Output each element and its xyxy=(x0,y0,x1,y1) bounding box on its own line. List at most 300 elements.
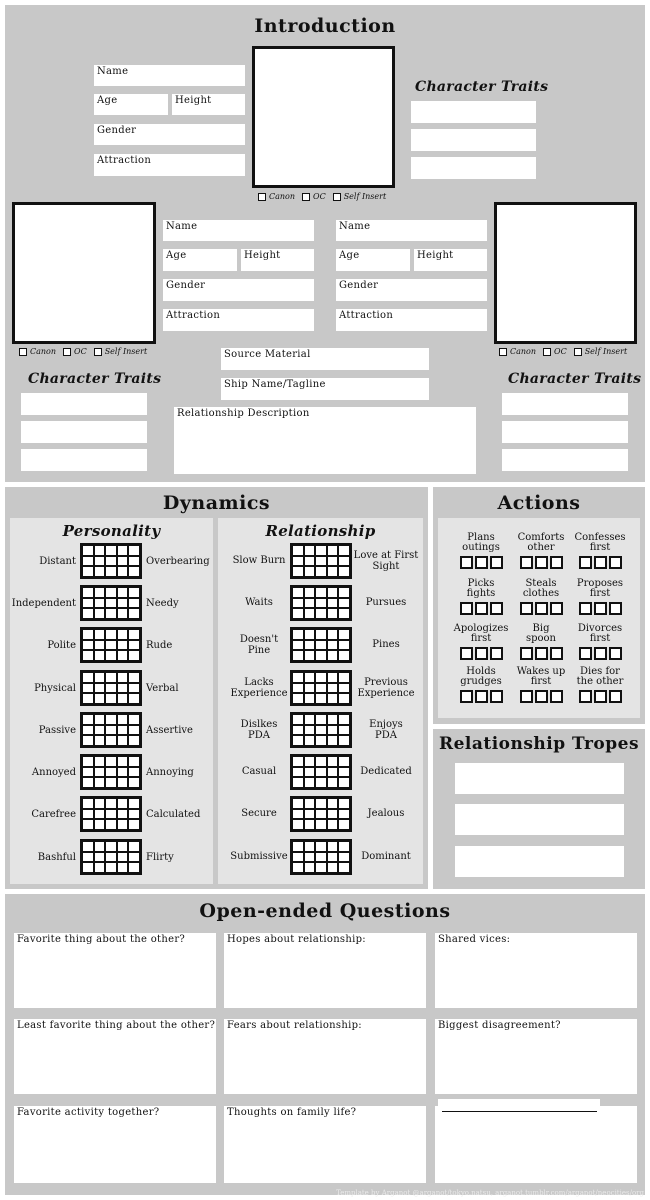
action-checkbox[interactable] xyxy=(609,690,622,703)
grid-cell[interactable] xyxy=(128,683,140,694)
action-checkbox[interactable] xyxy=(579,690,592,703)
grid-cell[interactable] xyxy=(304,756,316,767)
grid-cell[interactable] xyxy=(128,735,140,746)
action-checkbox[interactable] xyxy=(579,556,592,569)
canon-checkbox[interactable] xyxy=(258,193,266,201)
grid-cell[interactable] xyxy=(338,714,350,725)
grid-cell[interactable] xyxy=(304,809,316,820)
action-checkbox[interactable] xyxy=(520,602,533,615)
self-insert-checkbox[interactable] xyxy=(333,193,341,201)
center-name-field[interactable] xyxy=(94,65,245,86)
grid-cell[interactable] xyxy=(304,725,316,736)
grid-cell[interactable] xyxy=(338,629,350,640)
grid-cell[interactable] xyxy=(105,798,117,809)
grid-cell[interactable] xyxy=(105,608,117,619)
grid-cell[interactable] xyxy=(327,629,339,640)
grid-cell[interactable] xyxy=(105,566,117,577)
grid-cell[interactable] xyxy=(82,862,94,873)
right-trait-field-2[interactable] xyxy=(502,421,628,443)
grid-cell[interactable] xyxy=(292,693,304,704)
grid-cell[interactable] xyxy=(105,767,117,778)
action-checkbox[interactable] xyxy=(475,602,488,615)
grid-cell[interactable] xyxy=(82,841,94,852)
grid-cell[interactable] xyxy=(315,714,327,725)
grid-cell[interactable] xyxy=(304,693,316,704)
grid-cell[interactable] xyxy=(128,852,140,863)
grid-cell[interactable] xyxy=(292,819,304,830)
grid-cell[interactable] xyxy=(327,566,339,577)
right-trait-field-3[interactable] xyxy=(502,449,628,471)
grid-cell[interactable] xyxy=(82,693,94,704)
grid-cell[interactable] xyxy=(304,841,316,852)
grid-cell[interactable] xyxy=(117,714,129,725)
grid-cell[interactable] xyxy=(128,725,140,736)
oc-checkbox[interactable] xyxy=(543,348,551,356)
grid-cell[interactable] xyxy=(128,841,140,852)
grid-cell[interactable] xyxy=(338,767,350,778)
grid-cell[interactable] xyxy=(117,725,129,736)
right-name-field[interactable] xyxy=(336,220,487,241)
grid-cell[interactable] xyxy=(327,756,339,767)
grid-cell[interactable] xyxy=(117,640,129,651)
action-checkbox[interactable] xyxy=(609,602,622,615)
grid-cell[interactable] xyxy=(128,545,140,556)
grid-cell[interactable] xyxy=(117,862,129,873)
grid-cell[interactable] xyxy=(105,545,117,556)
grid-cell[interactable] xyxy=(304,608,316,619)
grid-cell[interactable] xyxy=(82,650,94,661)
grid-cell[interactable] xyxy=(304,714,316,725)
grid-cell[interactable] xyxy=(94,650,106,661)
grid-cell[interactable] xyxy=(292,587,304,598)
grid-cell[interactable] xyxy=(82,725,94,736)
action-checkbox[interactable] xyxy=(594,647,607,660)
left-age-field[interactable] xyxy=(163,249,237,271)
action-checkbox[interactable] xyxy=(579,647,592,660)
grid-cell[interactable] xyxy=(327,683,339,694)
question-field[interactable] xyxy=(224,933,426,1008)
grid-cell[interactable] xyxy=(292,714,304,725)
grid-cell[interactable] xyxy=(315,556,327,567)
grid-cell[interactable] xyxy=(117,777,129,788)
grid-cell[interactable] xyxy=(327,852,339,863)
grid-cell[interactable] xyxy=(94,735,106,746)
grid-cell[interactable] xyxy=(338,587,350,598)
grid-cell[interactable] xyxy=(327,809,339,820)
grid-cell[interactable] xyxy=(105,852,117,863)
grid-cell[interactable] xyxy=(338,819,350,830)
grid-cell[interactable] xyxy=(105,587,117,598)
grid-cell[interactable] xyxy=(315,735,327,746)
grid-cell[interactable] xyxy=(304,556,316,567)
grid-cell[interactable] xyxy=(94,819,106,830)
question-field[interactable] xyxy=(14,933,216,1008)
grid-cell[interactable] xyxy=(327,587,339,598)
grid-cell[interactable] xyxy=(327,862,339,873)
grid-cell[interactable] xyxy=(292,841,304,852)
grid-cell[interactable] xyxy=(105,650,117,661)
grid-cell[interactable] xyxy=(304,545,316,556)
grid-cell[interactable] xyxy=(304,819,316,830)
trope-field-1[interactable] xyxy=(455,763,624,794)
grid-cell[interactable] xyxy=(105,714,117,725)
grid-cell[interactable] xyxy=(304,566,316,577)
grid-cell[interactable] xyxy=(315,545,327,556)
grid-cell[interactable] xyxy=(292,629,304,640)
grid-cell[interactable] xyxy=(327,598,339,609)
grid-cell[interactable] xyxy=(292,640,304,651)
left-photo-box[interactable] xyxy=(12,202,156,344)
grid-cell[interactable] xyxy=(304,767,316,778)
question-field[interactable] xyxy=(435,933,637,1008)
question-field[interactable] xyxy=(224,1106,426,1183)
right-gender-field[interactable] xyxy=(336,279,487,301)
left-height-field[interactable] xyxy=(241,249,314,271)
action-checkbox[interactable] xyxy=(550,647,563,660)
grid-cell[interactable] xyxy=(338,841,350,852)
action-checkbox[interactable] xyxy=(550,556,563,569)
action-checkbox[interactable] xyxy=(535,690,548,703)
grid-cell[interactable] xyxy=(105,756,117,767)
grid-cell[interactable] xyxy=(327,608,339,619)
grid-cell[interactable] xyxy=(128,798,140,809)
grid-cell[interactable] xyxy=(338,798,350,809)
canon-checkbox[interactable] xyxy=(19,348,27,356)
relationship-scale-grid[interactable] xyxy=(290,585,352,621)
personality-scale-grid[interactable] xyxy=(80,796,142,832)
grid-cell[interactable] xyxy=(327,725,339,736)
action-checkbox[interactable] xyxy=(460,690,473,703)
personality-scale-grid[interactable] xyxy=(80,585,142,621)
grid-cell[interactable] xyxy=(327,672,339,683)
grid-cell[interactable] xyxy=(82,545,94,556)
grid-cell[interactable] xyxy=(128,756,140,767)
grid-cell[interactable] xyxy=(94,852,106,863)
grid-cell[interactable] xyxy=(292,545,304,556)
grid-cell[interactable] xyxy=(105,725,117,736)
center-gender-field[interactable] xyxy=(94,124,245,145)
grid-cell[interactable] xyxy=(94,556,106,567)
grid-cell[interactable] xyxy=(105,629,117,640)
grid-cell[interactable] xyxy=(304,587,316,598)
center-photo-box[interactable] xyxy=(252,46,395,188)
action-checkbox[interactable] xyxy=(550,602,563,615)
action-checkbox[interactable] xyxy=(490,647,503,660)
personality-scale-grid[interactable] xyxy=(80,543,142,579)
grid-cell[interactable] xyxy=(128,556,140,567)
grid-cell[interactable] xyxy=(105,841,117,852)
grid-cell[interactable] xyxy=(338,598,350,609)
grid-cell[interactable] xyxy=(304,598,316,609)
grid-cell[interactable] xyxy=(315,841,327,852)
action-checkbox[interactable] xyxy=(535,647,548,660)
action-checkbox[interactable] xyxy=(609,556,622,569)
right-photo-box[interactable] xyxy=(494,202,637,344)
grid-cell[interactable] xyxy=(82,798,94,809)
grid-cell[interactable] xyxy=(304,683,316,694)
grid-cell[interactable] xyxy=(327,777,339,788)
grid-cell[interactable] xyxy=(82,735,94,746)
center-attraction-field[interactable] xyxy=(94,154,245,176)
grid-cell[interactable] xyxy=(315,693,327,704)
grid-cell[interactable] xyxy=(315,598,327,609)
grid-cell[interactable] xyxy=(82,767,94,778)
grid-cell[interactable] xyxy=(315,683,327,694)
grid-cell[interactable] xyxy=(82,566,94,577)
grid-cell[interactable] xyxy=(82,819,94,830)
grid-cell[interactable] xyxy=(117,598,129,609)
action-checkbox[interactable] xyxy=(490,690,503,703)
action-checkbox[interactable] xyxy=(609,647,622,660)
grid-cell[interactable] xyxy=(315,629,327,640)
grid-cell[interactable] xyxy=(327,556,339,567)
question-field[interactable] xyxy=(224,1019,426,1094)
center-trait-field-3[interactable] xyxy=(411,157,536,179)
grid-cell[interactable] xyxy=(94,566,106,577)
grid-cell[interactable] xyxy=(117,672,129,683)
grid-cell[interactable] xyxy=(94,841,106,852)
action-checkbox[interactable] xyxy=(475,556,488,569)
grid-cell[interactable] xyxy=(128,672,140,683)
grid-cell[interactable] xyxy=(327,767,339,778)
grid-cell[interactable] xyxy=(105,819,117,830)
grid-cell[interactable] xyxy=(292,862,304,873)
grid-cell[interactable] xyxy=(304,672,316,683)
grid-cell[interactable] xyxy=(304,650,316,661)
source-material-field[interactable] xyxy=(221,348,429,370)
grid-cell[interactable] xyxy=(304,629,316,640)
grid-cell[interactable] xyxy=(327,841,339,852)
grid-cell[interactable] xyxy=(315,650,327,661)
grid-cell[interactable] xyxy=(105,735,117,746)
grid-cell[interactable] xyxy=(117,608,129,619)
grid-cell[interactable] xyxy=(338,672,350,683)
question-field[interactable] xyxy=(14,1106,216,1183)
left-name-field[interactable] xyxy=(163,220,314,241)
grid-cell[interactable] xyxy=(327,714,339,725)
grid-cell[interactable] xyxy=(82,629,94,640)
grid-cell[interactable] xyxy=(105,809,117,820)
grid-cell[interactable] xyxy=(315,640,327,651)
grid-cell[interactable] xyxy=(338,735,350,746)
left-attraction-field[interactable] xyxy=(163,309,314,331)
action-checkbox[interactable] xyxy=(520,556,533,569)
center-height-field[interactable] xyxy=(172,94,245,115)
personality-scale-grid[interactable] xyxy=(80,670,142,706)
grid-cell[interactable] xyxy=(315,819,327,830)
grid-cell[interactable] xyxy=(128,650,140,661)
grid-cell[interactable] xyxy=(105,777,117,788)
grid-cell[interactable] xyxy=(82,608,94,619)
grid-cell[interactable] xyxy=(82,683,94,694)
action-checkbox[interactable] xyxy=(535,602,548,615)
grid-cell[interactable] xyxy=(82,556,94,567)
grid-cell[interactable] xyxy=(128,862,140,873)
grid-cell[interactable] xyxy=(128,819,140,830)
grid-cell[interactable] xyxy=(315,725,327,736)
grid-cell[interactable] xyxy=(117,756,129,767)
grid-cell[interactable] xyxy=(327,640,339,651)
grid-cell[interactable] xyxy=(94,640,106,651)
grid-cell[interactable] xyxy=(292,650,304,661)
grid-cell[interactable] xyxy=(82,777,94,788)
grid-cell[interactable] xyxy=(117,819,129,830)
center-age-field[interactable] xyxy=(94,94,168,115)
action-checkbox[interactable] xyxy=(460,647,473,660)
grid-cell[interactable] xyxy=(128,777,140,788)
grid-cell[interactable] xyxy=(315,862,327,873)
question-field[interactable] xyxy=(435,1019,637,1094)
grid-cell[interactable] xyxy=(82,756,94,767)
left-trait-field-2[interactable] xyxy=(21,421,147,443)
relationship-scale-grid[interactable] xyxy=(290,670,352,706)
grid-cell[interactable] xyxy=(327,819,339,830)
grid-cell[interactable] xyxy=(94,693,106,704)
ship-name-field[interactable] xyxy=(221,378,429,400)
personality-scale-grid[interactable] xyxy=(80,627,142,663)
grid-cell[interactable] xyxy=(338,566,350,577)
right-age-field[interactable] xyxy=(336,249,410,271)
grid-cell[interactable] xyxy=(94,683,106,694)
grid-cell[interactable] xyxy=(82,714,94,725)
grid-cell[interactable] xyxy=(304,735,316,746)
grid-cell[interactable] xyxy=(338,693,350,704)
grid-cell[interactable] xyxy=(304,777,316,788)
grid-cell[interactable] xyxy=(94,809,106,820)
grid-cell[interactable] xyxy=(315,566,327,577)
grid-cell[interactable] xyxy=(117,798,129,809)
action-checkbox[interactable] xyxy=(579,602,592,615)
grid-cell[interactable] xyxy=(128,608,140,619)
oc-checkbox[interactable] xyxy=(302,193,310,201)
grid-cell[interactable] xyxy=(304,862,316,873)
grid-cell[interactable] xyxy=(327,650,339,661)
grid-cell[interactable] xyxy=(128,714,140,725)
grid-cell[interactable] xyxy=(117,767,129,778)
grid-cell[interactable] xyxy=(292,798,304,809)
grid-cell[interactable] xyxy=(315,852,327,863)
grid-cell[interactable] xyxy=(105,683,117,694)
grid-cell[interactable] xyxy=(117,693,129,704)
grid-cell[interactable] xyxy=(315,756,327,767)
right-trait-field-1[interactable] xyxy=(502,393,628,415)
self-insert-checkbox[interactable] xyxy=(574,348,582,356)
grid-cell[interactable] xyxy=(292,556,304,567)
grid-cell[interactable] xyxy=(82,852,94,863)
grid-cell[interactable] xyxy=(292,777,304,788)
action-checkbox[interactable] xyxy=(475,690,488,703)
grid-cell[interactable] xyxy=(82,809,94,820)
grid-cell[interactable] xyxy=(94,545,106,556)
action-checkbox[interactable] xyxy=(550,690,563,703)
grid-cell[interactable] xyxy=(338,756,350,767)
self-insert-checkbox[interactable] xyxy=(94,348,102,356)
center-trait-field-1[interactable] xyxy=(411,101,536,123)
left-gender-field[interactable] xyxy=(163,279,314,301)
grid-cell[interactable] xyxy=(105,556,117,567)
grid-cell[interactable] xyxy=(117,852,129,863)
grid-cell[interactable] xyxy=(117,650,129,661)
grid-cell[interactable] xyxy=(315,777,327,788)
grid-cell[interactable] xyxy=(338,545,350,556)
grid-cell[interactable] xyxy=(292,852,304,863)
grid-cell[interactable] xyxy=(292,756,304,767)
grid-cell[interactable] xyxy=(315,587,327,598)
grid-cell[interactable] xyxy=(117,683,129,694)
action-checkbox[interactable] xyxy=(490,556,503,569)
grid-cell[interactable] xyxy=(94,777,106,788)
relationship-scale-grid[interactable] xyxy=(290,839,352,875)
grid-cell[interactable] xyxy=(304,852,316,863)
grid-cell[interactable] xyxy=(338,777,350,788)
grid-cell[interactable] xyxy=(94,672,106,683)
personality-scale-grid[interactable] xyxy=(80,839,142,875)
action-checkbox[interactable] xyxy=(460,602,473,615)
grid-cell[interactable] xyxy=(94,767,106,778)
grid-cell[interactable] xyxy=(117,809,129,820)
grid-cell[interactable] xyxy=(338,608,350,619)
relationship-scale-grid[interactable] xyxy=(290,796,352,832)
grid-cell[interactable] xyxy=(128,629,140,640)
grid-cell[interactable] xyxy=(315,672,327,683)
oc-checkbox[interactable] xyxy=(63,348,71,356)
grid-cell[interactable] xyxy=(117,556,129,567)
grid-cell[interactable] xyxy=(338,809,350,820)
grid-cell[interactable] xyxy=(128,693,140,704)
grid-cell[interactable] xyxy=(327,693,339,704)
grid-cell[interactable] xyxy=(94,608,106,619)
grid-cell[interactable] xyxy=(94,587,106,598)
grid-cell[interactable] xyxy=(338,556,350,567)
grid-cell[interactable] xyxy=(94,756,106,767)
grid-cell[interactable] xyxy=(128,640,140,651)
trope-field-3[interactable] xyxy=(455,846,624,877)
grid-cell[interactable] xyxy=(292,725,304,736)
grid-cell[interactable] xyxy=(82,640,94,651)
canon-checkbox[interactable] xyxy=(499,348,507,356)
grid-cell[interactable] xyxy=(94,862,106,873)
grid-cell[interactable] xyxy=(338,852,350,863)
grid-cell[interactable] xyxy=(105,598,117,609)
question-field[interactable] xyxy=(435,1106,637,1183)
grid-cell[interactable] xyxy=(327,735,339,746)
grid-cell[interactable] xyxy=(105,693,117,704)
personality-scale-grid[interactable] xyxy=(80,754,142,790)
grid-cell[interactable] xyxy=(304,640,316,651)
grid-cell[interactable] xyxy=(105,640,117,651)
grid-cell[interactable] xyxy=(338,725,350,736)
action-checkbox[interactable] xyxy=(594,690,607,703)
grid-cell[interactable] xyxy=(128,587,140,598)
grid-cell[interactable] xyxy=(105,862,117,873)
grid-cell[interactable] xyxy=(128,809,140,820)
grid-cell[interactable] xyxy=(94,714,106,725)
grid-cell[interactable] xyxy=(292,608,304,619)
left-trait-field-1[interactable] xyxy=(21,393,147,415)
grid-cell[interactable] xyxy=(315,798,327,809)
grid-cell[interactable] xyxy=(315,767,327,778)
action-checkbox[interactable] xyxy=(520,690,533,703)
relationship-scale-grid[interactable] xyxy=(290,754,352,790)
grid-cell[interactable] xyxy=(128,566,140,577)
grid-cell[interactable] xyxy=(94,798,106,809)
grid-cell[interactable] xyxy=(82,598,94,609)
relationship-scale-grid[interactable] xyxy=(290,627,352,663)
grid-cell[interactable] xyxy=(117,841,129,852)
center-trait-field-2[interactable] xyxy=(411,129,536,151)
relationship-scale-grid[interactable] xyxy=(290,712,352,748)
grid-cell[interactable] xyxy=(338,862,350,873)
